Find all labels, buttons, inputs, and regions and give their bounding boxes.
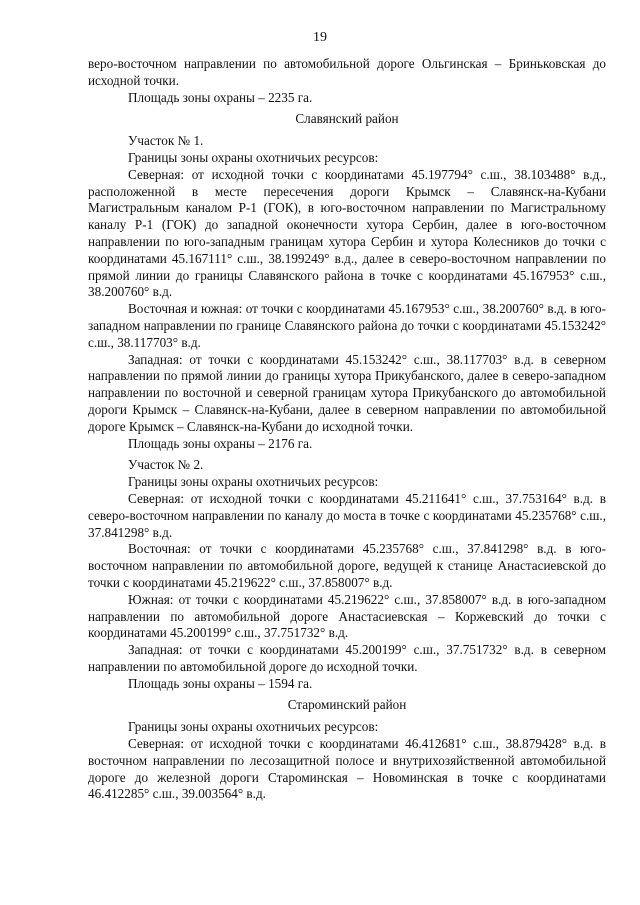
- paragraph: Границы зоны охраны охотничьих ресурсов:: [128, 474, 379, 490]
- area-paragraph: Площадь зоны охраны – 2235 га.: [128, 89, 313, 105]
- boundary-south: Южная: от точки с координатами 45.219622° с.ш., 37.858007° в.д. в юго-западном направлении по автомобильной дороге Анастасиевская – Коржевский до точки с координатами 45.200199° с.ш., 37.751732° в.д.: [88, 591, 606, 641]
- boundary-east: Восточная: от точки с координатами 45.235768° с.ш., 37.841298° в.д. в юго-восточном направлении по автомобильной дороге, ведущей к станице Анастасиевской до точки с координатами 45.219622° с.ш., 37.858007° в.д.: [88, 541, 606, 590]
- district-heading-slavyansky: Славянский район: [295, 111, 399, 127]
- boundary-west: Западная: от точки с координатами 45.200199° с.ш., 37.751732° в.д. в северном направлении по автомобильной дороге до исходной точки.: [88, 642, 606, 674]
- boundary-north: Северная: от исходной точки с координатами 45.197794° с.ш., 38.103488° в.д., расположенной в месте пересечения дороги Крымск – Славянск-на-Кубани Магистральным каналом Р-1 (ГОК), в юго-восточном направлении по Магистральному каналу Р-1 (ГОК) до западной оконечности хутора Сербин, далее в юго-восточном направлении по юго-западным границам хутора Сербин и хутора Колесников до точки с координатами 45.167111° с.ш., 38.199249° в.д., далее в северо-восточном направлении по прямой линии до границы Славянского района в точке с координатами 45.167953° с.ш., 38.200760° в.д.: [88, 166, 606, 300]
- paragraph: Границы зоны охраны охотничьих ресурсов:: [128, 719, 379, 735]
- plot-heading: Участок № 1.: [128, 133, 204, 149]
- area-paragraph: Площадь зоны охраны – 2176 га.: [128, 435, 313, 451]
- district-heading-starominsky: Староминский район: [287, 697, 407, 713]
- boundary-west: Западная: от точки с координатами 45.153242° с.ш., 38.117703° в.д. в северном направлении по прямой линии до границы хутора Прикубанского, далее в северо-западном направлении по восточной и северной границам хутора Прикубанского до автомобильной дороги Крымск – Славянск-на-Кубани, далее в северном направлении по автомобильной дороге Крымск – Славянск-на-Кубани до исходной точки.: [88, 351, 606, 434]
- page-number: 19: [313, 30, 327, 45]
- paragraph: веро-восточном направлении по автомобильной дороге Ольгинская – Бриньковская до исходной точки.: [88, 56, 606, 88]
- boundary-north: Северная: от исходной точки с координатами 45.211641° с.ш., 37.753164° в.д. в северо-восточном направлении по каналу до моста в точке с координатами 45.235768° с.ш., 37.841298° в.д.: [88, 490, 606, 540]
- area-paragraph: Площадь зоны охраны – 1594 га.: [128, 675, 313, 691]
- paragraph: Границы зоны охраны охотничьих ресурсов:: [128, 149, 379, 165]
- boundary-north: Северная: от исходной точки с координатами 46.412681° с.ш., 38.879428° в.д. в восточном направлении по лесозащитной полосе и внутрихозяйственной автомобильной дороге до железной дороги Староминская – Новоминская в точке с координатами 46.412285° с.ш., 39.003564° в.д.: [88, 736, 606, 802]
- plot-heading: Участок № 2.: [128, 457, 204, 473]
- boundary-east-south: Восточная и южная: от точки с координатами 45.167953° с.ш., 38.200760° в.д. в юго-западном направлении по границе Славянского района до точки с координатами 45.153242° с.ш., 38.117703° в.д.: [88, 301, 606, 350]
- document-body: [88, 56, 606, 803]
